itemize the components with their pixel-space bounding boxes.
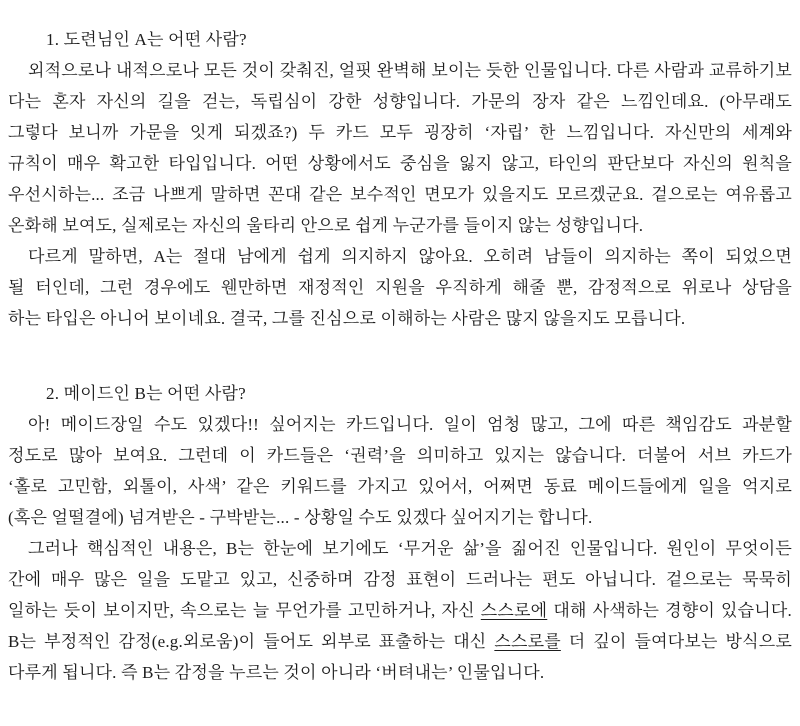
underlined-text: 스스로를	[494, 632, 561, 651]
text-line	[8, 179, 792, 210]
line-text: 외적으로나 내적으로나 모든 것이 갖춰진, 얼핏 완벽해 보이는 듯한 인물입니다. 다른 사람과 교류하기보	[28, 61, 792, 80]
text-line	[8, 117, 792, 148]
section-1-heading: 1. 도련님인 A는 어떤 사람?	[46, 30, 247, 49]
section-1	[8, 24, 792, 334]
text-line	[8, 657, 792, 688]
text-line	[8, 502, 792, 533]
text-line	[8, 533, 792, 564]
line-text: B는 부정적인 감정(e.g.외로움)이 들어도 외부로 표출하는 대신	[8, 632, 495, 651]
line-text: 그러나 핵심적인 내용은, B는 한눈에 보기에도 ‘무거운 삶’을 짊어진 인물입니다. 원인이 무엇이든	[28, 539, 792, 558]
line-text: 우선시하는... 조금 나쁘게 말하면 꼰대 같은 보수적인 면모가 있을지도 모르겠군요. 겉으로는 여유롭고	[8, 185, 792, 204]
text-line	[8, 210, 792, 241]
text-line	[8, 148, 792, 179]
text-line	[8, 272, 792, 303]
line-text: ‘홀로 고민함, 외톨이, 사색’ 같은 키워드를 가지고 있어서, 어쩌면 동료 메이드들에게 일을 억지로	[8, 477, 792, 496]
section-2	[8, 378, 792, 688]
text-line	[8, 564, 792, 595]
line-text: 더 깊이 들여다보는 방식으로	[560, 632, 793, 651]
text-line	[8, 626, 792, 657]
line-text: 다루게 됩니다. 즉 B는 감정을 누르는 것이 아니라 ‘버텨내는’ 인물입니다.	[8, 663, 545, 682]
text-line	[8, 440, 792, 471]
line-text: 대해 사색하는 경향이 있습니다.	[547, 601, 792, 620]
line-text: (혹은 얼떨결에) 넘겨받은 - 구박받는... - 상황일 수도 있겠다 싶어지기는 합니다.	[8, 508, 593, 527]
line-text: 규칙이 매우 확고한 타입입니다. 어떤 상황에서도 중심을 잃지 않고, 타인의 판단보다 자신의 원칙을	[8, 154, 792, 173]
text-line	[8, 303, 792, 334]
line-text: 다르게 말하면, A는 절대 남에게 쉽게 의지하지 않아요. 오히려 남들이 의지하는 쪽이 되었으면	[28, 247, 792, 266]
line-text: 일하는 듯이 보이지만, 속으로는 늘 무언가를 고민하거나, 자신	[8, 601, 481, 620]
line-text: 될 터인데, 그런 경우에도 웬만하면 재정적인 지원을 우직하게 해줄 뿐, 감정적으로 위로나 상담을	[8, 278, 792, 297]
line-text: 온화해 보여도, 실제로는 자신의 울타리 안으로 쉽게 누군가를 들이지 않는 성향입니다.	[8, 216, 644, 235]
text-line	[8, 409, 792, 440]
text-line	[8, 471, 792, 502]
underlined-text: 스스로에	[480, 601, 548, 620]
text-line	[8, 241, 792, 272]
line-text: 간에 매우 많은 일을 도맡고 있고, 신중하며 감정 표현이 드러나는 편도 아닙니다. 겉으로는 묵묵히	[8, 570, 792, 589]
line-text: 하는 타입은 아니어 보이네요. 결국, 그를 진심으로 이해하는 사람은 많지 않을지도 모릅니다.	[8, 309, 686, 328]
line-text: 아! 메이드장일 수도 있겠다!! 싶어지는 카드입니다. 일이 엄청 많고, 그에 따른 책임감도 과분할	[28, 415, 792, 434]
section-2-heading: 2. 메이드인 B는 어떤 사람?	[46, 384, 246, 403]
line-text: 다는 혼자 자신의 길을 걷는, 독립심이 강한 성향입니다. 가문의 장자 같은 느낌인데요. (아무래도	[8, 92, 792, 111]
text-line	[8, 86, 792, 117]
text-line	[8, 55, 792, 86]
text-line	[8, 595, 792, 626]
line-text: 정도로 많아 보여요. 그런데 이 카드들은 ‘권력’을 의미하고 있지는 않습니다. 더불어 서브 카드가	[8, 446, 792, 465]
line-text: 그렇다 보니까 가문을 잇게 되겠죠?) 두 카드 모두 굉장히 ‘자립’ 한 느낌입니다. 자신만의 세계와	[8, 123, 792, 142]
